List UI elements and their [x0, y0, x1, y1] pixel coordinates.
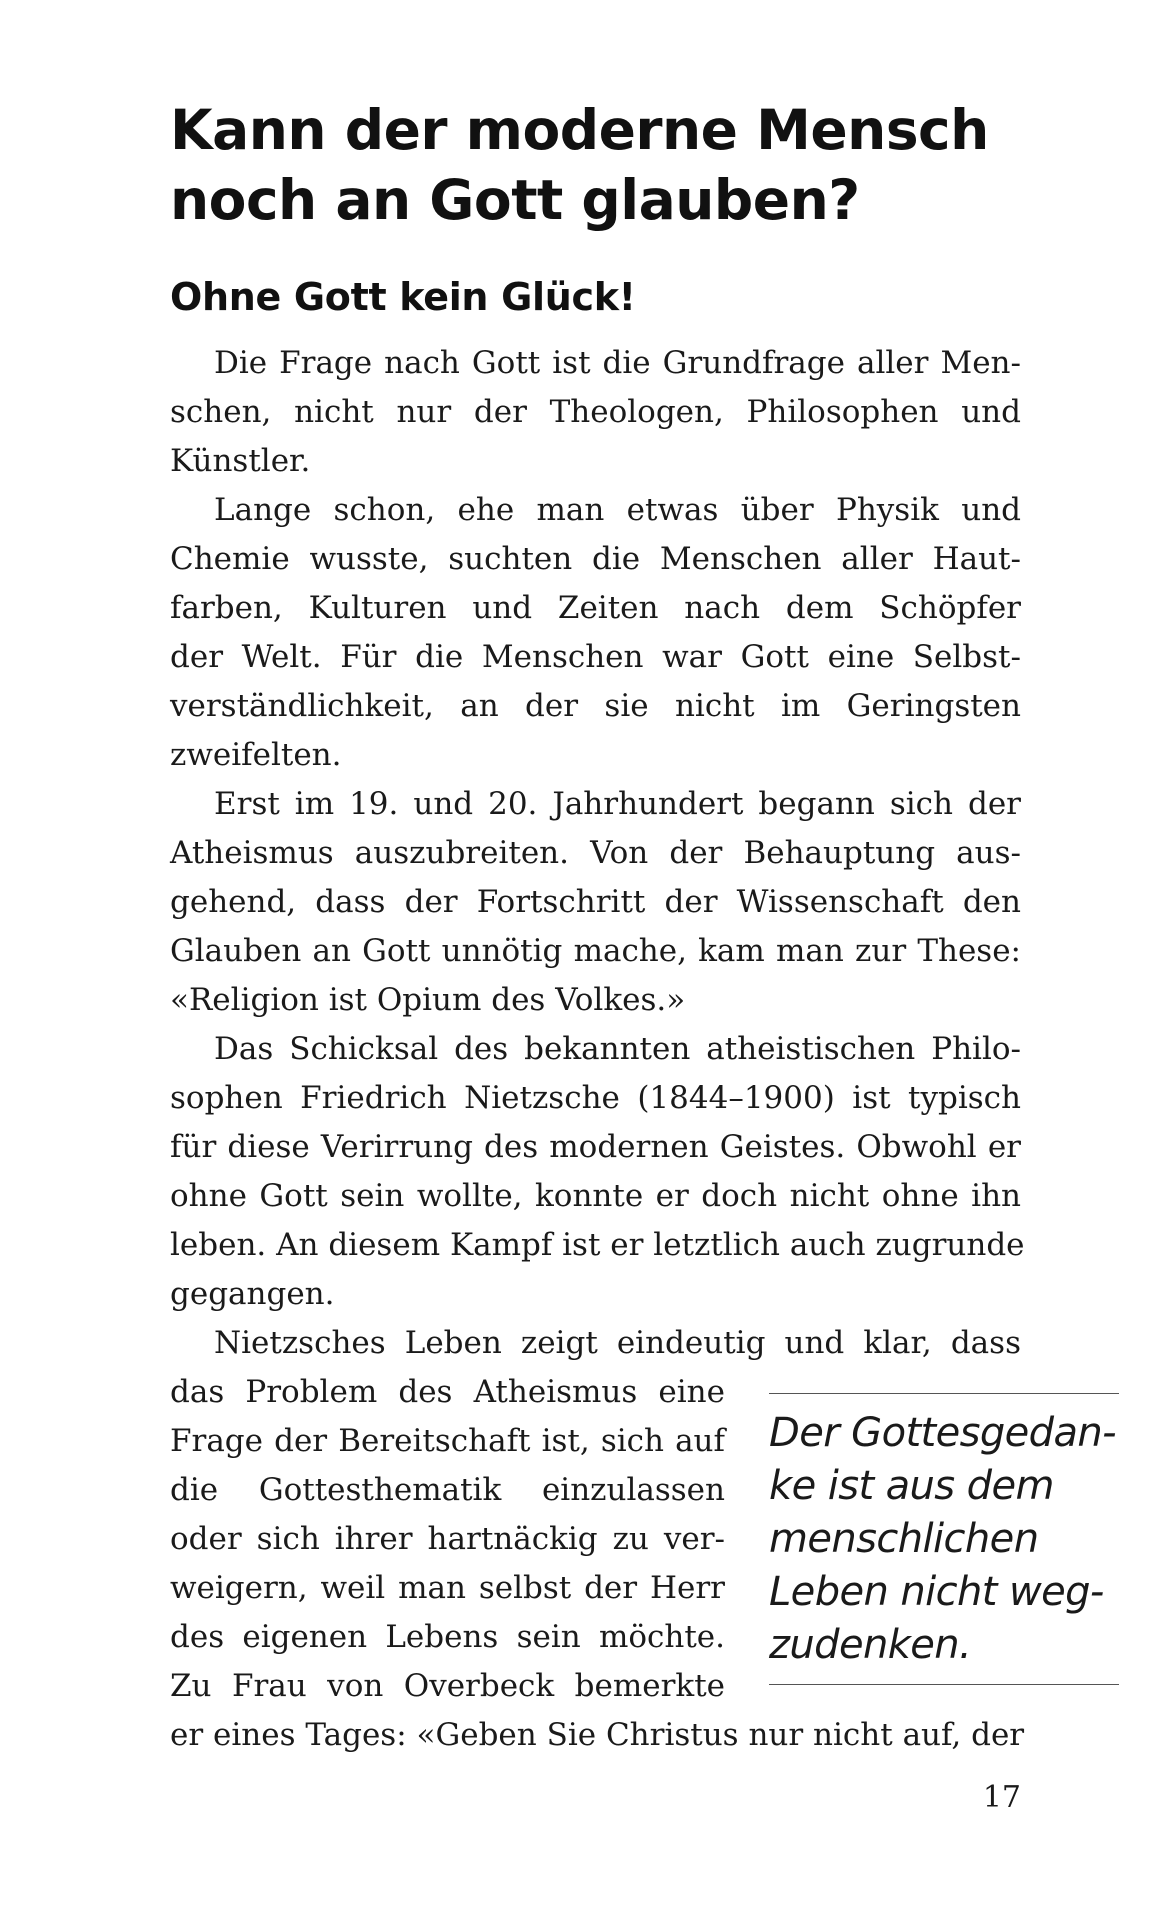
pull-quote-line: menschlichen	[769, 1516, 1039, 1562]
text-line: sophen Friedrich Nietzsche (1844–1900) ist typisch	[170, 1080, 1021, 1116]
pull-quote-line: zudenken.	[769, 1622, 972, 1668]
pull-quote-text	[769, 1407, 1119, 1672]
text-line: leben. An diesem Kampf ist er letztlich auch zugrunde	[170, 1227, 1025, 1263]
text-line: für diese Verirrung des modernen Geistes. Obwohl er	[170, 1129, 1021, 1165]
text-line: des eigenen Lebens sein möchte.	[170, 1619, 725, 1655]
text-line: die Gottesthematik einzulassen	[170, 1472, 725, 1508]
pull-quote-line: Der Gottesgedan-	[769, 1410, 1116, 1456]
text-line: farben, Kulturen und Zeiten nach dem Schöpfer	[170, 590, 1021, 626]
text-line: oder sich ihrer hartnäckig zu ver-	[170, 1521, 725, 1557]
page-number: 17	[982, 1780, 1021, 1815]
text-line: er eines Tages: «Geben Sie Christus nur nicht auf, der	[170, 1717, 1025, 1753]
chapter-title-line: noch an Gott glauben?	[170, 168, 860, 232]
pull-quote-line: ke ist aus dem	[769, 1463, 1054, 1509]
section-subtitle: Ohne Gott kein Glück!	[170, 275, 636, 319]
text-line: Künstler.	[170, 443, 311, 479]
text-line: Chemie wusste, suchten die Menschen aller Haut-	[170, 541, 1021, 577]
pull-quote-line: Leben nicht weg-	[769, 1569, 1104, 1615]
text-line: ohne Gott sein wollte, konnte er doch nicht ohne ihn	[170, 1178, 1021, 1214]
text-line: verständlichkeit, an der sie nicht im Geringsten	[170, 688, 1021, 724]
text-line: Zu Frau von Overbeck bemerkte	[170, 1668, 725, 1704]
text-line: das Problem des Atheismus eine	[170, 1374, 725, 1410]
text-line: Die Frage nach Gott ist die Grundfrage aller Men-	[214, 345, 1021, 381]
text-line: Atheismus auszubreiten. Von der Behauptung aus-	[170, 835, 1021, 871]
text-line: Das Schicksal des bekannten atheistischen Philo-	[214, 1031, 1021, 1067]
chapter-title	[170, 95, 1040, 235]
text-line: Glauben an Gott unnötig mache, kam man zur These:	[170, 933, 1021, 969]
text-line: Frage der Bereitschaft ist, sich auf	[170, 1423, 725, 1459]
text-line: schen, nicht nur der Theologen, Philosophen und	[170, 394, 1021, 430]
text-line: weigern, weil man selbst der Herr	[170, 1570, 725, 1606]
text-line: Nietzsches Leben zeigt eindeutig und klar, dass	[214, 1325, 1021, 1361]
text-line: gegangen.	[170, 1276, 335, 1312]
text-line: zweifelten.	[170, 737, 342, 773]
text-line: Lange schon, ehe man etwas über Physik und	[214, 492, 1021, 528]
text-line: gehend, dass der Fortschritt der Wissenschaft den	[170, 884, 1021, 920]
text-line: Erst im 19. und 20. Jahrhundert begann sich der	[214, 786, 1021, 822]
chapter-title-line: Kann der moderne Mensch	[170, 98, 989, 162]
text-line: der Welt. Für die Menschen war Gott eine Selbst-	[170, 639, 1021, 675]
text-line: «Religion ist Opium des Volkes.»	[170, 982, 686, 1018]
pull-quote	[769, 1393, 1119, 1685]
